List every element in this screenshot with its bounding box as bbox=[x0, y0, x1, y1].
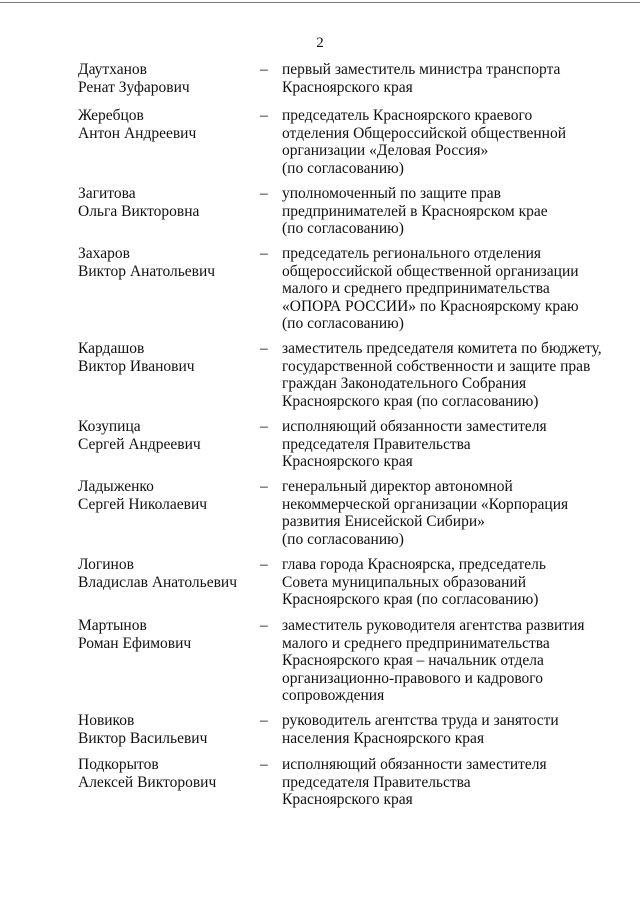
member-name bbox=[78, 107, 253, 142]
page-number: 2 bbox=[316, 35, 324, 51]
member-given-name: Ренат Зуфарович bbox=[78, 78, 190, 96]
member-surname: Мартынов bbox=[78, 617, 147, 634]
position-line: Красноярского края (по согласованию) bbox=[282, 392, 539, 410]
member-position bbox=[282, 756, 612, 809]
position-line: малого и среднего предпринимательства bbox=[282, 634, 550, 652]
member-position bbox=[282, 61, 612, 96]
position-line: отделения Общероссийской общественной bbox=[282, 124, 566, 142]
member-surname: Жеребцов bbox=[78, 107, 144, 124]
member-name bbox=[78, 185, 253, 220]
dash-separator: – bbox=[260, 756, 268, 773]
member-given-name: Виктор Анатольевич bbox=[78, 262, 216, 280]
member-given-name: Роман Ефимович bbox=[78, 634, 192, 652]
position-line: председатель Красноярского краевого bbox=[282, 107, 533, 124]
dash-separator: – bbox=[260, 61, 268, 78]
dash-separator: – bbox=[260, 340, 268, 357]
member-given-name: Антон Андреевич bbox=[78, 124, 197, 142]
position-line: некоммерческой организации «Корпорация bbox=[282, 495, 569, 513]
member-given-name: Виктор Иванович bbox=[78, 357, 195, 375]
member-position bbox=[282, 556, 612, 609]
dash-separator: – bbox=[260, 107, 268, 124]
member-surname: Новиков bbox=[78, 712, 135, 729]
position-line: Красноярского края (по согласованию) bbox=[282, 591, 539, 608]
member-given-name: Сергей Николаевич bbox=[78, 495, 208, 513]
position-line: уполномоченный по защите прав bbox=[282, 185, 502, 202]
position-line: организационно-правового и кадрового bbox=[282, 669, 544, 687]
dash-separator: – bbox=[260, 185, 268, 202]
member-position bbox=[282, 617, 612, 705]
member-name bbox=[78, 340, 253, 375]
dash-separator: – bbox=[260, 245, 268, 262]
position-line: малого и среднего предпринимательства bbox=[282, 280, 550, 297]
member-position bbox=[282, 712, 612, 747]
dash-separator: – bbox=[260, 418, 268, 435]
position-line: организации «Деловая Россия» bbox=[282, 142, 489, 159]
member-surname: Козупица bbox=[78, 418, 141, 435]
member-name bbox=[78, 478, 253, 513]
member-surname: Даутханов bbox=[78, 61, 147, 78]
position-line: глава города Красноярска, председатель bbox=[282, 556, 546, 573]
position-line: Совета муниципальных образований bbox=[282, 573, 527, 591]
member-position bbox=[282, 245, 612, 333]
member-given-name: Ольга Викторовна bbox=[78, 202, 200, 220]
position-line: предпринимателей в Красноярском крае bbox=[282, 202, 548, 220]
position-line: (по согласованию) bbox=[282, 220, 404, 237]
position-line: исполняющий обязанности заместителя bbox=[282, 756, 547, 773]
member-name bbox=[78, 245, 253, 280]
position-line: государственной собственности и защите прав bbox=[282, 357, 591, 375]
member-position bbox=[282, 418, 612, 471]
position-line: Красноярского края bbox=[282, 453, 413, 470]
member-surname: Захаров bbox=[78, 245, 130, 262]
position-line: сопровождения bbox=[282, 687, 385, 704]
member-surname: Подкорытов bbox=[78, 756, 159, 773]
member-surname: Логинов bbox=[78, 556, 134, 573]
dash-separator: – bbox=[260, 712, 268, 729]
member-surname: Ладыженко bbox=[78, 478, 154, 495]
position-line: заместитель председателя комитета по бюджету, bbox=[282, 340, 602, 357]
member-position bbox=[282, 185, 612, 238]
position-line: первый заместитель министра транспорта bbox=[282, 61, 561, 78]
position-line: Красноярского края bbox=[282, 78, 413, 96]
position-line: (по согласованию) bbox=[282, 315, 404, 332]
member-given-name: Алексей Викторович bbox=[78, 773, 217, 791]
member-given-name: Сергей Андреевич bbox=[78, 435, 201, 453]
position-line: (по согласованию) bbox=[282, 159, 404, 177]
member-position bbox=[282, 478, 612, 548]
position-line: граждан Законодательного Собрания bbox=[282, 375, 527, 392]
position-line: «ОПОРА РОССИИ» по Красноярскому краю bbox=[282, 297, 579, 315]
member-given-name: Виктор Васильевич bbox=[78, 729, 208, 747]
dash-separator: – bbox=[260, 478, 268, 495]
member-position bbox=[282, 107, 612, 177]
position-line: населения Красноярского края bbox=[282, 729, 485, 747]
position-line: председатель регионального отделения bbox=[282, 245, 542, 262]
member-name bbox=[78, 556, 253, 591]
member-surname: Загитова bbox=[78, 185, 136, 202]
member-name bbox=[78, 418, 253, 453]
member-name bbox=[78, 712, 253, 747]
member-given-name: Владислав Анатольевич bbox=[78, 573, 237, 591]
position-line: развития Енисейской Сибири» bbox=[282, 513, 485, 530]
position-line: генеральный директор автономной bbox=[282, 478, 513, 495]
position-line: Красноярского края bbox=[282, 791, 413, 808]
dash-separator: – bbox=[260, 617, 268, 634]
member-name bbox=[78, 756, 253, 791]
position-line: руководитель агентства труда и занятости bbox=[282, 712, 559, 729]
position-line: председателя Правительства bbox=[282, 435, 471, 453]
member-name bbox=[78, 617, 253, 652]
dash-separator: – bbox=[260, 556, 268, 573]
member-surname: Кардашов bbox=[78, 340, 145, 357]
position-line: исполняющий обязанности заместителя bbox=[282, 418, 547, 435]
position-line: общероссийской общественной организации bbox=[282, 262, 579, 280]
member-name bbox=[78, 61, 253, 96]
member-position bbox=[282, 340, 612, 410]
position-line: (по согласованию) bbox=[282, 530, 404, 548]
position-line: Красноярского края – начальник отдела bbox=[282, 652, 544, 669]
position-line: заместитель руководителя агентства развития bbox=[282, 617, 585, 634]
position-line: председателя Правительства bbox=[282, 773, 471, 791]
